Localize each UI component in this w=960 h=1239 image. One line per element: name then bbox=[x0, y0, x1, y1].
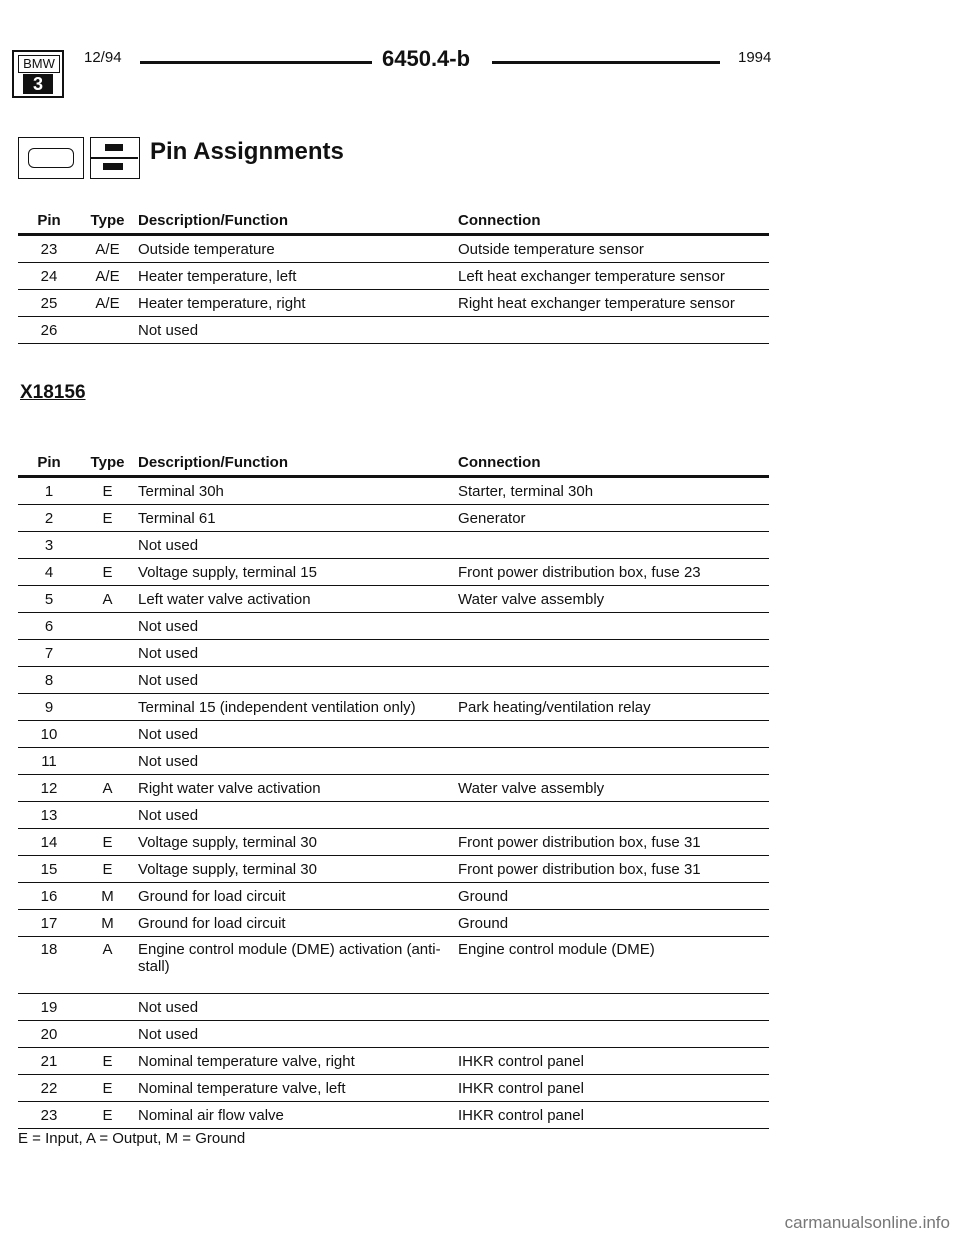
type-cell bbox=[80, 532, 135, 559]
pin-cell: 21 bbox=[18, 1048, 80, 1075]
type-cell bbox=[80, 994, 135, 1021]
pin-cell: 17 bbox=[18, 910, 80, 937]
type-cell bbox=[80, 667, 135, 694]
column-pin: Pin bbox=[18, 207, 80, 235]
pin-cell: 22 bbox=[18, 1075, 80, 1102]
type-cell: M bbox=[80, 910, 135, 937]
pin-table-1 bbox=[18, 207, 769, 344]
pin-cell: 7 bbox=[18, 640, 80, 667]
column-pin: Pin bbox=[18, 449, 80, 477]
type-cell: A/E bbox=[80, 235, 135, 263]
type-cell: E bbox=[80, 477, 135, 505]
connection-cell bbox=[458, 667, 769, 694]
column-type: Type bbox=[80, 207, 135, 235]
pin-cell: 9 bbox=[18, 694, 80, 721]
pin-cell: 4 bbox=[18, 559, 80, 586]
type-cell: A/E bbox=[80, 290, 135, 317]
description-cell: Terminal 61 bbox=[135, 505, 458, 532]
connection-cell: IHKR control panel bbox=[458, 1102, 769, 1129]
table-row bbox=[18, 856, 769, 883]
type-cell: E bbox=[80, 559, 135, 586]
connection-cell bbox=[458, 1021, 769, 1048]
connection-cell bbox=[458, 613, 769, 640]
description-cell: Nominal temperature valve, left bbox=[135, 1075, 458, 1102]
header-year: 1994 bbox=[738, 49, 772, 66]
bmw-3-series-logo-icon bbox=[12, 50, 64, 98]
table-row bbox=[18, 1021, 769, 1048]
pin-cell: 14 bbox=[18, 829, 80, 856]
connection-cell: Starter, terminal 30h bbox=[458, 477, 769, 505]
type-cell bbox=[80, 748, 135, 775]
type-cell: E bbox=[80, 856, 135, 883]
description-cell: Nominal temperature valve, right bbox=[135, 1048, 458, 1075]
connection-cell: Front power distribution box, fuse 31 bbox=[458, 856, 769, 883]
connection-cell bbox=[458, 721, 769, 748]
description-cell: Not used bbox=[135, 532, 458, 559]
pin-cell: 15 bbox=[18, 856, 80, 883]
pin-table-2 bbox=[18, 449, 769, 1129]
table-row bbox=[18, 290, 769, 317]
description-cell: Terminal 15 (independent ventilation only) bbox=[135, 694, 458, 721]
pin-cell: 1 bbox=[18, 477, 80, 505]
logo-series: 3 bbox=[23, 74, 53, 94]
description-cell: Not used bbox=[135, 640, 458, 667]
table-row bbox=[18, 263, 769, 290]
type-cell: E bbox=[80, 505, 135, 532]
type-cell: E bbox=[80, 1075, 135, 1102]
description-cell: Not used bbox=[135, 994, 458, 1021]
description-cell: Outside temperature bbox=[135, 235, 458, 263]
connection-cell: Engine control module (DME) bbox=[458, 937, 769, 994]
table-row bbox=[18, 586, 769, 613]
table-row bbox=[18, 317, 769, 344]
type-cell bbox=[80, 694, 135, 721]
type-cell bbox=[80, 613, 135, 640]
pin-cell: 10 bbox=[18, 721, 80, 748]
table-header-row bbox=[18, 449, 769, 477]
connection-cell: Park heating/ventilation relay bbox=[458, 694, 769, 721]
type-cell bbox=[80, 317, 135, 344]
watermark: carmanualsonline.info bbox=[784, 1213, 950, 1232]
type-cell: M bbox=[80, 883, 135, 910]
connection-cell bbox=[458, 994, 769, 1021]
table-header-row bbox=[18, 207, 769, 235]
table-row bbox=[18, 829, 769, 856]
connection-cell bbox=[458, 640, 769, 667]
type-cell bbox=[80, 1021, 135, 1048]
type-cell bbox=[80, 721, 135, 748]
type-cell: A bbox=[80, 586, 135, 613]
description-cell: Right water valve activation bbox=[135, 775, 458, 802]
pin-cell: 2 bbox=[18, 505, 80, 532]
connection-cell: Left heat exchanger temperature sensor bbox=[458, 263, 769, 290]
pin-cell: 19 bbox=[18, 994, 80, 1021]
title-row bbox=[18, 132, 618, 180]
type-cell: E bbox=[80, 1102, 135, 1129]
pin-cell: 23 bbox=[18, 235, 80, 263]
description-cell: Left water valve activation bbox=[135, 586, 458, 613]
description-cell: Ground for load circuit bbox=[135, 910, 458, 937]
description-cell: Not used bbox=[135, 1021, 458, 1048]
page-header bbox=[12, 44, 772, 98]
table-row bbox=[18, 505, 769, 532]
connection-cell bbox=[458, 317, 769, 344]
column-description: Description/Function bbox=[135, 449, 458, 477]
connection-cell bbox=[458, 748, 769, 775]
table-row bbox=[18, 937, 769, 994]
pin-cell: 8 bbox=[18, 667, 80, 694]
header-date: 12/94 bbox=[84, 49, 122, 66]
page-title: Pin Assignments bbox=[150, 138, 344, 165]
pin-cell: 3 bbox=[18, 532, 80, 559]
type-cell: E bbox=[80, 1048, 135, 1075]
connection-cell bbox=[458, 802, 769, 829]
description-cell: Not used bbox=[135, 613, 458, 640]
pin-cell: 6 bbox=[18, 613, 80, 640]
connection-cell: Right heat exchanger temperature sensor bbox=[458, 290, 769, 317]
table-row bbox=[18, 532, 769, 559]
connector-heading: X18156 bbox=[20, 382, 86, 403]
table-row bbox=[18, 775, 769, 802]
column-connection: Connection bbox=[458, 449, 769, 477]
connection-cell bbox=[458, 532, 769, 559]
table-row bbox=[18, 721, 769, 748]
table-row bbox=[18, 667, 769, 694]
column-description: Description/Function bbox=[135, 207, 458, 235]
connector-icon bbox=[18, 137, 84, 179]
connection-cell: Generator bbox=[458, 505, 769, 532]
type-legend: E = Input, A = Output, M = Ground bbox=[18, 1130, 246, 1147]
pin-cell: 11 bbox=[18, 748, 80, 775]
description-cell: Voltage supply, terminal 30 bbox=[135, 829, 458, 856]
description-cell: Voltage supply, terminal 15 bbox=[135, 559, 458, 586]
document-code: 6450.4-b bbox=[382, 46, 471, 71]
input-output-icon bbox=[90, 137, 140, 179]
description-cell: Not used bbox=[135, 667, 458, 694]
connection-cell: Outside temperature sensor bbox=[458, 235, 769, 263]
table-row bbox=[18, 802, 769, 829]
description-cell: Not used bbox=[135, 721, 458, 748]
type-cell bbox=[80, 802, 135, 829]
description-cell: Not used bbox=[135, 802, 458, 829]
pin-cell: 12 bbox=[18, 775, 80, 802]
connection-cell: IHKR control panel bbox=[458, 1048, 769, 1075]
description-cell: Terminal 30h bbox=[135, 477, 458, 505]
table-row bbox=[18, 994, 769, 1021]
table-row bbox=[18, 694, 769, 721]
table-row bbox=[18, 748, 769, 775]
pin-cell: 24 bbox=[18, 263, 80, 290]
type-cell: A bbox=[80, 775, 135, 802]
table-row bbox=[18, 559, 769, 586]
type-cell bbox=[80, 640, 135, 667]
header-rule-left bbox=[140, 61, 372, 64]
description-cell: Nominal air flow valve bbox=[135, 1102, 458, 1129]
table-row bbox=[18, 1102, 769, 1129]
table-row bbox=[18, 640, 769, 667]
pin-cell: 20 bbox=[18, 1021, 80, 1048]
pin-cell: 23 bbox=[18, 1102, 80, 1129]
connection-cell: Water valve assembly bbox=[458, 775, 769, 802]
header-rule-right bbox=[492, 61, 720, 64]
description-cell: Voltage supply, terminal 30 bbox=[135, 856, 458, 883]
type-cell: A bbox=[80, 937, 135, 994]
connection-cell: Front power distribution box, fuse 31 bbox=[458, 829, 769, 856]
description-cell: Not used bbox=[135, 748, 458, 775]
connection-cell: Water valve assembly bbox=[458, 586, 769, 613]
pin-cell: 18 bbox=[18, 937, 80, 994]
pin-cell: 16 bbox=[18, 883, 80, 910]
table-row bbox=[18, 883, 769, 910]
table-row bbox=[18, 235, 769, 263]
table-row bbox=[18, 910, 769, 937]
table-row bbox=[18, 1048, 769, 1075]
type-cell: A/E bbox=[80, 263, 135, 290]
column-connection: Connection bbox=[458, 207, 769, 235]
table-row bbox=[18, 1075, 769, 1102]
pin-cell: 26 bbox=[18, 317, 80, 344]
type-cell: E bbox=[80, 829, 135, 856]
connection-cell: IHKR control panel bbox=[458, 1075, 769, 1102]
column-type: Type bbox=[80, 449, 135, 477]
connection-cell: Front power distribution box, fuse 23 bbox=[458, 559, 769, 586]
connection-cell: Ground bbox=[458, 883, 769, 910]
table-row bbox=[18, 477, 769, 505]
table-row bbox=[18, 613, 769, 640]
connection-cell: Ground bbox=[458, 910, 769, 937]
pin-cell: 5 bbox=[18, 586, 80, 613]
description-cell: Engine control module (DME) activation (anti-stall) bbox=[135, 937, 458, 994]
description-cell: Not used bbox=[135, 317, 458, 344]
description-cell: Heater temperature, left bbox=[135, 263, 458, 290]
logo-brand: BMW bbox=[18, 55, 60, 73]
pin-cell: 13 bbox=[18, 802, 80, 829]
description-cell: Ground for load circuit bbox=[135, 883, 458, 910]
pin-cell: 25 bbox=[18, 290, 80, 317]
description-cell: Heater temperature, right bbox=[135, 290, 458, 317]
